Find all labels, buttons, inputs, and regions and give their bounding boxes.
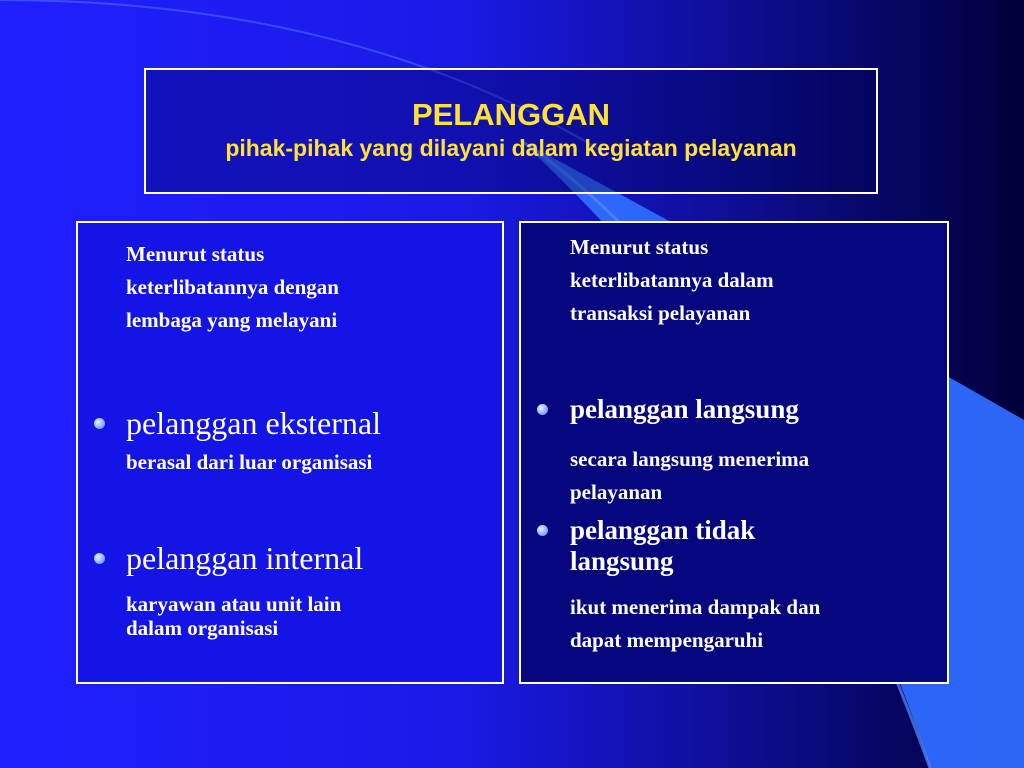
right-intro xyxy=(570,231,774,330)
right-panel xyxy=(519,221,949,684)
right-item-label-line: pelanggan tidak xyxy=(570,515,756,545)
bullet-icon xyxy=(94,553,105,564)
left-intro-line: keterlibatannya dengan xyxy=(126,275,339,299)
right-item-description xyxy=(570,443,809,509)
right-intro-line: transaksi pelayanan xyxy=(570,301,751,325)
right-item-description xyxy=(570,591,820,657)
left-intro xyxy=(126,238,339,337)
left-panel xyxy=(76,221,504,684)
right-item-description-line: dapat mempengaruhi xyxy=(570,628,764,652)
right-item-description-line: secara langsung menerima xyxy=(570,447,810,471)
page-subtitle: pihak-pihak yang dilayani dalam kegiatan pelayanan xyxy=(225,135,797,161)
bullet-icon xyxy=(537,404,548,415)
right-item-label-line: langsung xyxy=(570,546,674,576)
right-item-label xyxy=(570,394,799,425)
bullet-icon xyxy=(94,418,105,429)
bullet-icon xyxy=(537,525,548,536)
right-intro-line: Menurut status xyxy=(570,235,709,259)
left-item-label: pelanggan eksternal xyxy=(126,405,381,441)
left-item-description xyxy=(126,446,372,479)
right-item-description-line: pelayanan xyxy=(570,480,663,504)
right-item-description-line: ikut menerima dampak dan xyxy=(570,595,821,619)
left-item-label: pelanggan internal xyxy=(126,540,364,576)
left-intro-line: lembaga yang melayani xyxy=(126,308,338,332)
left-intro-line: Menurut status xyxy=(126,242,265,266)
left-item-description xyxy=(126,592,341,640)
left-item-description-line: berasal dari luar organisasi xyxy=(126,450,373,474)
right-item-label-line: pelanggan langsung xyxy=(570,394,799,424)
page-title: PELANGGAN xyxy=(411,97,611,132)
title-box xyxy=(144,68,878,194)
left-item-description-line: dalam organisasi xyxy=(126,616,279,640)
right-intro-line: keterlibatannya dalam xyxy=(570,268,774,292)
right-item-label xyxy=(570,515,755,577)
left-item-description-line: karyawan atau unit lain xyxy=(126,592,342,616)
